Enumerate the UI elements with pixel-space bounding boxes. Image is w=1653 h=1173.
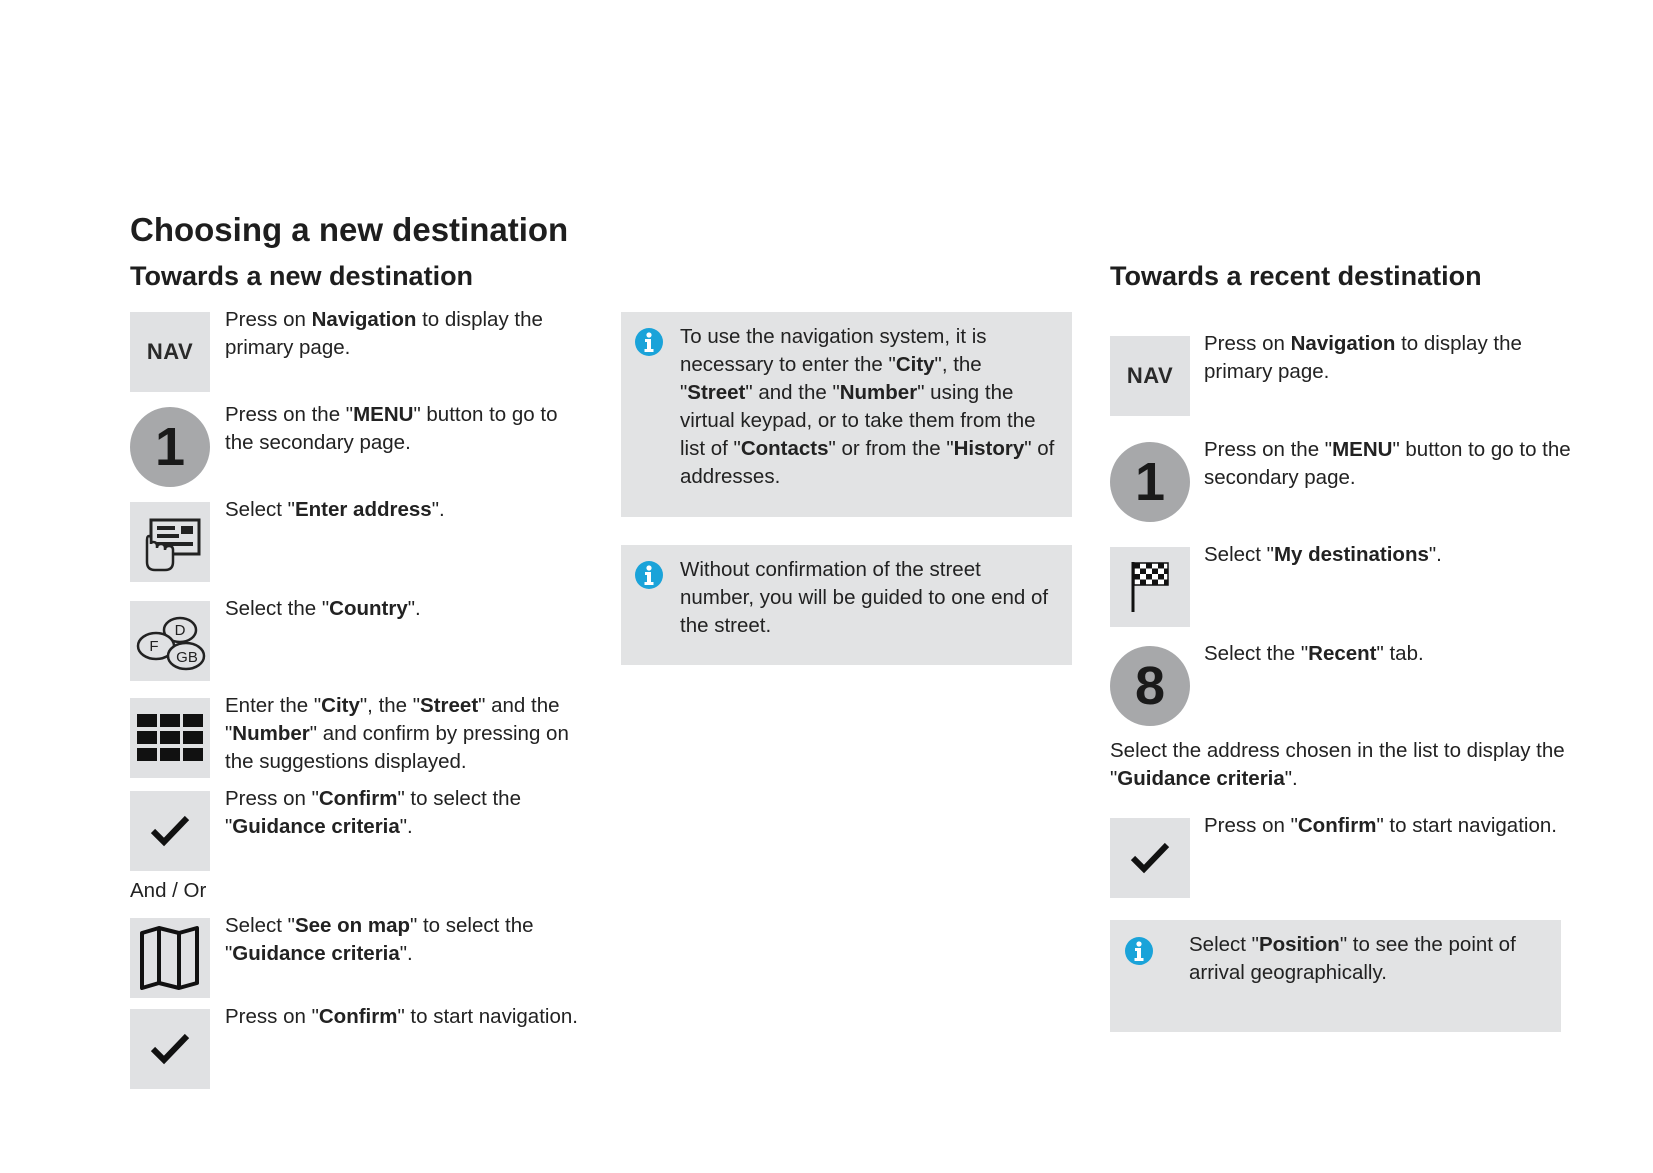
info-icon <box>635 328 663 356</box>
country-label-d: D <box>174 622 186 639</box>
info-icon <box>1125 937 1153 965</box>
step-enter-address: Select "Enter address". <box>225 498 445 521</box>
step-recent-tab: Select the "Recent" tab. <box>1204 642 1424 665</box>
checkmark-icon <box>130 791 210 871</box>
select-address-paragraph: Select the address chosen in the list to display the "Guidance criteria". <box>1110 739 1565 790</box>
number-1-icon: 1 <box>130 407 210 487</box>
nav-label: NAV <box>1126 363 1174 388</box>
step-enter-city: Enter the "City", the "Street" and the "Number" and confirm by pressing on the suggestions displayed. <box>225 694 569 773</box>
info-text-position: Select "Position" to see the point of arrival geographically. <box>1189 933 1516 984</box>
and-or-label: And / Or <box>130 879 207 902</box>
keypad-icon <box>130 698 210 778</box>
info-text-street-number: Without confirmation of the street number, you will be guided to one end of the street. <box>680 558 1049 637</box>
step-country: Select the "Country". <box>225 597 421 620</box>
info-box-position <box>1110 920 1561 1032</box>
number-1-icon: 1 <box>1110 442 1190 522</box>
info-box-navigation <box>621 312 1072 517</box>
step-confirm-guidance: Press on "Confirm" to select the "Guidance criteria". <box>225 787 521 838</box>
info-box-street-number <box>621 545 1072 665</box>
step-menu: Press on the "MENU" button to go to the secondary page. <box>225 403 558 454</box>
step-navigation-recent: Press on Navigation to display the primary page. <box>1204 332 1522 383</box>
step-menu-recent: Press on the "MENU" button to go to the secondary page. <box>1204 438 1571 489</box>
step-my-destinations: Select "My destinations". <box>1204 543 1442 566</box>
section-heading-new-destination: Towards a new destination <box>130 261 474 291</box>
nav-button-icon <box>130 312 210 392</box>
checkmark-icon <box>1110 818 1190 898</box>
country-label-gb: GB <box>176 649 198 666</box>
nav-button-icon <box>1110 336 1190 416</box>
nav-label: NAV <box>146 339 194 364</box>
info-icon <box>635 561 663 589</box>
map-icon <box>130 918 210 998</box>
page-title: Choosing a new destination <box>130 211 569 248</box>
number-8-icon: 8 <box>1110 646 1190 726</box>
info-text-navigation: To use the navigation system, it is necessary to enter the "City", the "Street" and the "Number" using the virtual keypad, or to take them from the list of "Contacts" or from the "History" of addresses. <box>680 325 1055 488</box>
step-confirm-start-recent: Press on "Confirm" to start navigation. <box>1204 814 1557 837</box>
enter-address-icon <box>130 502 210 582</box>
checkmark-icon <box>130 1009 210 1089</box>
step-navigation: Press on Navigation to display the primary page. <box>225 308 543 359</box>
country-icon <box>130 601 210 681</box>
flag-icon <box>1110 547 1190 627</box>
step-confirm-start: Press on "Confirm" to start navigation. <box>225 1005 578 1028</box>
section-heading-recent-destination: Towards a recent destination <box>1110 261 1482 291</box>
country-label-f: F <box>149 638 159 655</box>
step-see-on-map: Select "See on map" to select the "Guidance criteria". <box>225 914 534 965</box>
